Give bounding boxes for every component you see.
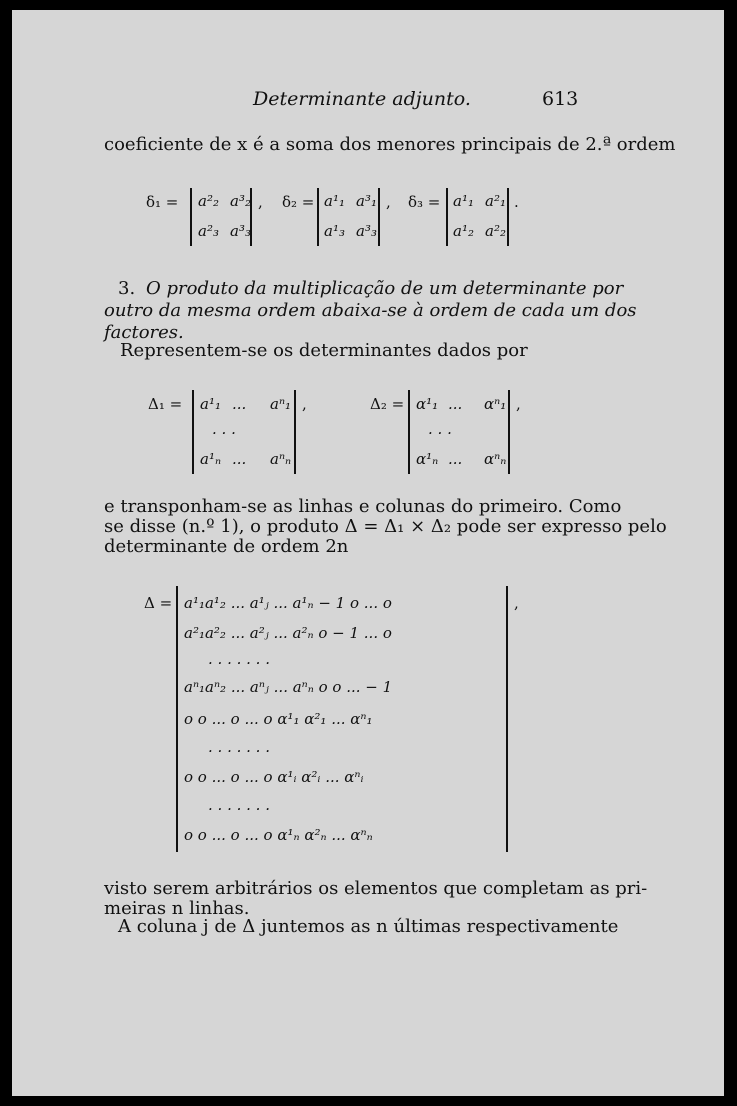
theorem-line1: O produto da multiplicação de um determinante por: [146, 278, 624, 299]
para2-line1: e transponham-se as linhas e colunas do primeiro. Como: [104, 496, 622, 517]
section-number: 3.: [118, 278, 136, 299]
d3-a21: a²₁: [485, 192, 506, 210]
end-dot: .: [514, 193, 519, 211]
D2-bot-first: α¹ₙ: [416, 450, 439, 468]
D2-top-first: α¹₁: [416, 395, 439, 413]
big-dots-row-2: . . . . . . .: [208, 738, 270, 756]
delta3-label: δ₃ =: [408, 193, 441, 211]
big-row-1: a¹₁a¹₂ ... a¹ⱼ ... a¹ₙ − 1 o ... o: [184, 594, 392, 612]
para3-line3: A coluna j de Δ juntemos as n últimas respectivamente: [118, 916, 619, 937]
d1-a32: a³₂: [230, 192, 251, 210]
para3-line1: visto serem arbitrários os elementos que completam as pri-: [104, 878, 648, 899]
d3-a12: a¹₂: [453, 222, 474, 240]
d2-a31: a³₁: [356, 192, 377, 210]
D1-bot-last: aⁿₙ: [270, 450, 292, 468]
D2-top-last: αⁿ₁: [484, 395, 507, 413]
D1-top-last: aⁿ₁: [270, 395, 292, 413]
theorem-line2: outro da mesma ordem abaixa-se à ordem de cada um dos: [104, 300, 637, 321]
sep-D2: ,: [516, 395, 521, 413]
theorem-line3: factores.: [104, 322, 184, 343]
D2-top-dots: ...: [448, 395, 463, 413]
D2-middle-dots: . . .: [428, 420, 452, 438]
d3-a11: a¹₁: [453, 192, 474, 210]
big-sep: ,: [514, 594, 519, 612]
d2-a13: a¹₃: [324, 222, 345, 240]
big-row-2n: o o ... o ... o α¹ₙ α²ₙ ... αⁿₙ: [184, 826, 373, 844]
big-delta-label: Δ =: [144, 594, 173, 612]
D1-top-first: a¹₁: [200, 395, 221, 413]
d2-a11: a¹₁: [324, 192, 345, 210]
Delta2-label: Δ₂ =: [370, 395, 405, 413]
big-row-n: aⁿ₁aⁿ₂ ... aⁿⱼ ... aⁿₙ o o ... − 1: [184, 678, 393, 696]
para3-line2: meiras n linhas.: [104, 898, 250, 919]
sep-2: ,: [386, 193, 391, 211]
D1-bot-dots: ...: [232, 450, 247, 468]
d1-a33: a³₃: [230, 222, 251, 240]
sep-1: ,: [258, 193, 263, 211]
d1-a22: a²₂: [198, 192, 219, 210]
big-row-ni: o o ... o ... o α¹ᵢ α²ᵢ ... αⁿᵢ: [184, 768, 364, 786]
book-page: [12, 10, 724, 1096]
running-title: Determinante adjunto.: [253, 88, 471, 110]
D1-top-dots: ...: [232, 395, 247, 413]
intro-line: coeficiente de x é a soma dos menores principais de 2.ª ordem: [104, 134, 676, 155]
D2-bot-dots: ...: [448, 450, 463, 468]
d2-a33: a³₃: [356, 222, 377, 240]
delta1-label: δ₁ =: [146, 193, 179, 211]
Delta1-label: Δ₁ =: [148, 395, 183, 413]
D2-bot-last: αⁿₙ: [484, 450, 507, 468]
para2-line2: se disse (n.º 1), o produto Δ = Δ₁ × Δ₂ pode ser expresso pelo: [104, 516, 667, 537]
big-row-2: a²₁a²₂ ... a²ⱼ ... a²ₙ o − 1 ... o: [184, 624, 392, 642]
big-row-n1: o o ... o ... o α¹₁ α²₁ ... αⁿ₁: [184, 710, 373, 728]
represent-line: Representem-se os determinantes dados por: [120, 340, 528, 361]
delta2-label: δ₂ =: [282, 193, 315, 211]
para2-line3: determinante de ordem 2n: [104, 536, 349, 557]
big-dots-row-1: . . . . . . .: [208, 650, 270, 668]
page-number: 613: [542, 88, 579, 110]
sep-D1: ,: [302, 395, 307, 413]
d1-a23: a²₃: [198, 222, 219, 240]
D1-bot-first: a¹ₙ: [200, 450, 222, 468]
D1-middle-dots: . . .: [212, 420, 236, 438]
d3-a22: a²₂: [485, 222, 506, 240]
big-dots-row-3: . . . . . . .: [208, 796, 270, 814]
